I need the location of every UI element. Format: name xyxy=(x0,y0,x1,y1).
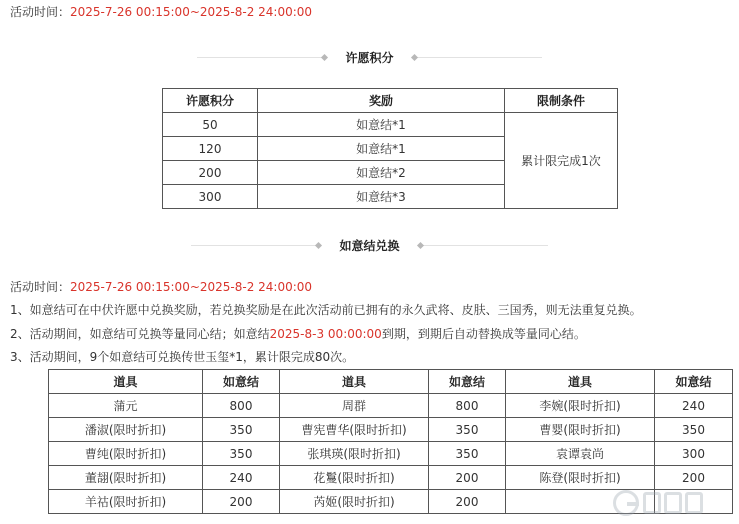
title-divider-right xyxy=(418,245,548,246)
item-cell: 羊祜(限时折扣) xyxy=(49,490,203,514)
activity-time-line xyxy=(10,3,312,21)
table-header-row xyxy=(163,89,618,113)
table-row xyxy=(163,113,618,137)
item-cell: 花鬘(限时折扣) xyxy=(280,466,429,490)
title-divider-left xyxy=(197,57,327,58)
rule-line-3: 3、活动期间，9个如意结可兑换传世玉玺*1，累计限完成80次。 xyxy=(10,350,355,364)
cost-cell: 350 xyxy=(203,418,280,442)
points-cell: 300 xyxy=(163,185,258,209)
cost-cell: 800 xyxy=(429,394,506,418)
logo-g-mark xyxy=(613,490,639,516)
wish-points-title: 许愿积分 xyxy=(345,50,394,65)
reward-cell: 如意结*1 xyxy=(258,113,505,137)
exchange-time-label: 活动时间： xyxy=(10,280,71,294)
header-limit: 限制条件 xyxy=(505,89,618,113)
rule-2-expiry-date: 2025-8-3 00:00:00 xyxy=(269,327,382,341)
cost-cell: 200 xyxy=(429,466,506,490)
item-cell: 陈登(限时折扣) xyxy=(506,466,655,490)
item-cell: 袁谭袁尚 xyxy=(506,442,655,466)
points-cell: 50 xyxy=(163,113,258,137)
cost-cell: 200 xyxy=(429,490,506,514)
item-cell: 曹纯(限时折扣) xyxy=(49,442,203,466)
table-header-row xyxy=(49,370,733,394)
item-cell: 李婉(限时折扣) xyxy=(506,394,655,418)
item-cell: 曹宪曹华(限时折扣) xyxy=(280,418,429,442)
exchange-time-range: 2025-7-26 00:15:00~2025-8-2 24:00:00 xyxy=(70,280,313,294)
cost-cell: 200 xyxy=(203,490,280,514)
header-reward: 奖励 xyxy=(258,89,505,113)
cost-cell: 300 xyxy=(655,442,733,466)
header-wish-points: 许愿积分 xyxy=(163,89,258,113)
reward-cell: 如意结*2 xyxy=(258,161,505,185)
cost-cell: 350 xyxy=(655,418,733,442)
rule-2-suffix: 到期，到期后自动替换成等量同心结。 xyxy=(381,327,586,341)
header-item: 道具 xyxy=(506,370,655,394)
exchange-title: 如意结兑换 xyxy=(339,238,400,253)
table-row xyxy=(49,466,733,490)
activity-time-label: 活动时间： xyxy=(10,5,71,19)
watermark-logo xyxy=(613,488,733,518)
item-cell: 曹婴(限时折扣) xyxy=(506,418,655,442)
limit-cell: 累计限完成1次 xyxy=(505,113,618,209)
activity-time-range: 2025-7-26 00:15:00~2025-8-2 24:00:00 xyxy=(70,5,313,19)
rule-line-2 xyxy=(10,325,586,343)
wish-points-table xyxy=(162,88,618,209)
table-row xyxy=(49,418,733,442)
title-divider-left xyxy=(191,245,321,246)
exchange-time-line xyxy=(10,278,312,296)
cost-cell: 200 xyxy=(655,466,733,490)
header-cost: 如意结 xyxy=(429,370,506,394)
cost-cell: 350 xyxy=(429,418,506,442)
item-cell: 芮姬(限时折扣) xyxy=(280,490,429,514)
points-cell: 200 xyxy=(163,161,258,185)
rule-line-1: 1、如意结可在中伏许愿中兑换奖励，若兑换奖励是在此次活动前已拥有的永久武将、皮肤、三国秀，则无法重复兑换。 xyxy=(10,303,642,317)
cost-cell: 350 xyxy=(429,442,506,466)
header-cost: 如意结 xyxy=(203,370,280,394)
reward-cell: 如意结*1 xyxy=(258,137,505,161)
item-cell: 周群 xyxy=(280,394,429,418)
reward-cell: 如意结*3 xyxy=(258,185,505,209)
rule-2-prefix: 2、活动期间，如意结可兑换等量同心结；如意结 xyxy=(10,327,270,341)
item-cell: 张琪瑛(限时折扣) xyxy=(280,442,429,466)
item-cell: 蒲元 xyxy=(49,394,203,418)
header-item: 道具 xyxy=(280,370,429,394)
points-cell: 120 xyxy=(163,137,258,161)
wish-points-section-title xyxy=(0,47,739,67)
header-item: 道具 xyxy=(49,370,203,394)
item-cell: 董翓(限时折扣) xyxy=(49,466,203,490)
logo-wordmark xyxy=(643,492,703,514)
cost-cell: 240 xyxy=(655,394,733,418)
cost-cell: 240 xyxy=(203,466,280,490)
exchange-section-title xyxy=(0,235,739,255)
cost-cell: 350 xyxy=(203,442,280,466)
table-row xyxy=(49,442,733,466)
header-cost: 如意结 xyxy=(655,370,733,394)
table-row xyxy=(49,394,733,418)
title-divider-right xyxy=(412,57,542,58)
cost-cell: 800 xyxy=(203,394,280,418)
item-cell: 潘淑(限时折扣) xyxy=(49,418,203,442)
